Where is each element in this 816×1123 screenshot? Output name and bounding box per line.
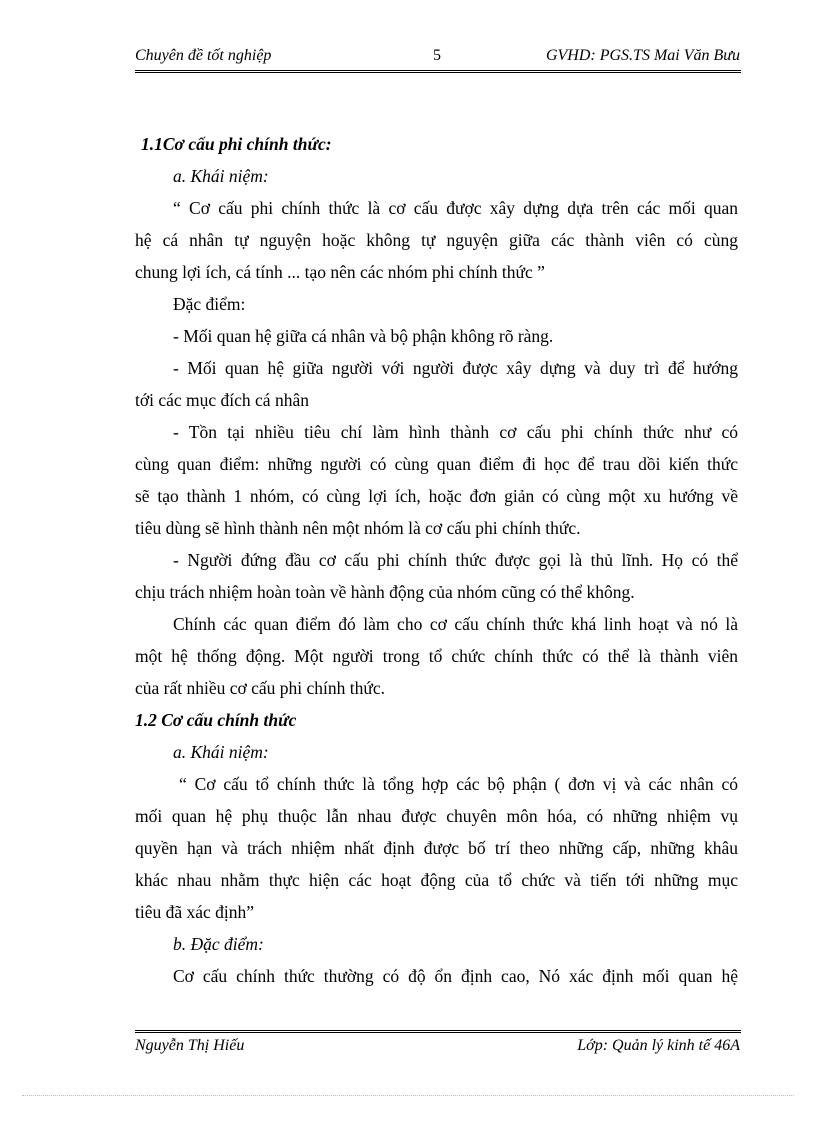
subheading-definition: a. Khái niệm: (173, 166, 269, 186)
features-paragraph: Cơ cấu chính thức thường có độ ổn định cao, Nó xác định mối quan hệ (173, 966, 738, 986)
text-line: Chính các quan điểm đó làm cho cơ cấu chính thức khá linh hoạt và nó là (173, 614, 738, 634)
text-line: chịu trách nhiệm hoàn toàn về hành động của nhóm cũng có thể không. (135, 582, 635, 602)
feature-item: - Mối quan hệ giữa cá nhân và bộ phận không rõ ràng. (173, 326, 554, 346)
conclusion-paragraph (135, 608, 738, 704)
text-line: tiêu đã xác định” (135, 902, 255, 922)
page-header (135, 47, 740, 69)
subheading-features: b. Đặc điểm: (173, 934, 264, 954)
text-line: cùng quan điểm: những người có cùng quan điểm đi học để trau dồi kiến thức (135, 454, 738, 474)
text-line: tiêu dùng sẽ hình thành nên một nhóm là cơ cấu phi chính thức. (135, 518, 581, 538)
text-line: hệ cá nhân tự nguyện hoặc không tự nguyện giữa các thành viên có cùng (135, 230, 738, 250)
text-line: “ Cơ cấu tổ chính thức là tổng hợp các bộ phận ( đơn vị và các nhân có (179, 774, 738, 794)
header-rule (135, 70, 741, 73)
definition-paragraph (135, 192, 738, 288)
section-heading-1-1: 1.1Cơ cấu phi chính thức: (141, 134, 332, 154)
footer-class: Lớp: Quản lý kinh tế 46A (577, 1037, 740, 1054)
text-line: “ Cơ cấu phi chính thức là cơ cấu được xây dựng dựa trên các mối quan (173, 198, 738, 218)
footer-author: Nguyễn Thị Hiếu (135, 1037, 245, 1054)
subheading-definition: a. Khái niệm: (173, 742, 269, 762)
text-line: - Tồn tại nhiều tiêu chí làm hình thành cơ cấu phi chính thức như có (173, 422, 738, 442)
header-advisor: GVHD: PGS.TS Mai Văn Bưu (545, 47, 740, 64)
section-heading-1-2: 1.2 Cơ cấu chính thức (135, 710, 297, 730)
page-footer (135, 1037, 740, 1059)
text-line: sẽ tạo thành 1 nhóm, có cùng lợi ích, hoặc đơn giản có cùng một xu hướng về (135, 486, 738, 506)
definition-paragraph (135, 768, 738, 928)
footer-rule (135, 1030, 741, 1033)
header-document-title: Chuyên đề tốt nghiệp (135, 47, 272, 64)
text-line: tới các mục đích cá nhân (135, 390, 309, 410)
text-line: - Người đứng đầu cơ cấu phi chính thức được gọi là thủ lĩnh. Họ có thể (173, 550, 738, 570)
text-line: quyền hạn và trách nhiệm nhất định được bố trí theo những cấp, những khâu (135, 838, 738, 858)
document-body (135, 128, 738, 992)
text-line: của rất nhiều cơ cấu phi chính thức. (135, 678, 386, 698)
text-line: chung lợi ích, cá tính ... tạo nên các nhóm phi chính thức ” (135, 262, 545, 282)
page-edge-divider (22, 1095, 794, 1096)
text-line: khác nhau nhằm thực hiện các hoạt động của tổ chức và tiến tới những mục (135, 870, 738, 890)
text-line: một hệ thống động. Một người trong tổ chức chính thức có thể là thành viên (135, 646, 738, 666)
header-page-number: 5 (433, 47, 441, 64)
text-line: - Mối quan hệ giữa người với người được xây dựng và duy trì để hướng (173, 358, 738, 378)
feature-item (135, 416, 738, 544)
text-line: mối quan hệ phụ thuộc lẫn nhau được chuyên môn hóa, có những nhiệm vụ (135, 806, 738, 826)
feature-item (135, 544, 738, 608)
feature-item (135, 352, 738, 416)
features-label: Đặc điểm: (173, 294, 246, 314)
